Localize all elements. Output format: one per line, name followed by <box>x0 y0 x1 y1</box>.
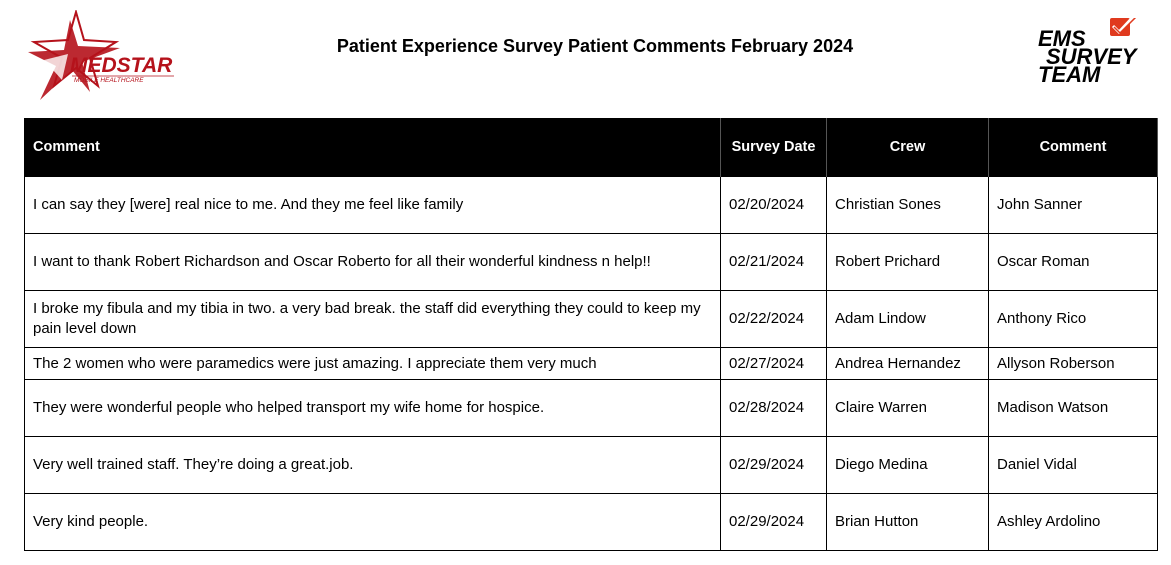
survey-date-cell: 02/29/2024 <box>721 437 827 494</box>
table-row <box>25 494 1158 551</box>
comment-cell: They were wonderful people who helped transport my wife home for hospice. <box>25 380 721 437</box>
crew-partner-cell: Madison Watson <box>989 380 1158 437</box>
ems-survey-team-logo <box>1034 18 1166 86</box>
crew-cell: Brian Hutton <box>827 494 989 551</box>
survey-word: SURVEY <box>1046 44 1137 69</box>
page-title: Patient Experience Survey Patient Comments February 2024 <box>336 36 854 56</box>
comment-cell: Very kind people. <box>25 494 721 551</box>
header-comment: Comment <box>25 118 721 177</box>
comment-cell: The 2 women who were paramedics were just amazing. I appreciate them very much <box>25 348 721 380</box>
header-survey-date: Survey Date <box>721 118 827 177</box>
header-comment-2: Comment <box>989 118 1158 177</box>
crew-partner-cell: John Sanner <box>989 177 1158 234</box>
survey-date-cell: 02/21/2024 <box>721 234 827 291</box>
comments-table <box>24 118 1158 551</box>
ems-word: EMS <box>1038 26 1086 51</box>
survey-date-cell: 02/28/2024 <box>721 380 827 437</box>
crew-cell: Andrea Hernandez <box>827 348 989 380</box>
crew-partner-cell: Daniel Vidal <box>989 437 1158 494</box>
crew-partner-cell: Allyson Roberson <box>989 348 1158 380</box>
medstar-logo <box>24 10 184 105</box>
comment-cell: Very well trained staff. They’re doing a great.job. <box>25 437 721 494</box>
crew-cell: Diego Medina <box>827 437 989 494</box>
crew-cell: Claire Warren <box>827 380 989 437</box>
survey-date-cell: 02/27/2024 <box>721 348 827 380</box>
crew-cell: Christian Sones <box>827 177 989 234</box>
table-row <box>25 291 1158 348</box>
crew-cell: Adam Lindow <box>827 291 989 348</box>
crew-partner-cell: Ashley Ardolino <box>989 494 1158 551</box>
survey-date-cell: 02/20/2024 <box>721 177 827 234</box>
medstar-wordmark: MEDSTAR <box>70 54 173 77</box>
table-row <box>25 348 1158 380</box>
comment-cell: I want to thank Robert Richardson and Oscar Roberto for all their wonderful kindness n help!! <box>25 234 721 291</box>
table-row <box>25 380 1158 437</box>
table-header-row <box>25 118 1158 177</box>
header-crew: Crew <box>827 118 989 177</box>
crew-partner-cell: Oscar Roman <box>989 234 1158 291</box>
table-row <box>25 234 1158 291</box>
survey-date-cell: 02/22/2024 <box>721 291 827 348</box>
comment-cell: I can say they [were] real nice to me. And they me feel like family <box>25 177 721 234</box>
survey-date-cell: 02/29/2024 <box>721 494 827 551</box>
table-row <box>25 437 1158 494</box>
crew-cell: Robert Prichard <box>827 234 989 291</box>
table-row <box>25 177 1158 234</box>
team-word: TEAM <box>1038 62 1101 86</box>
crew-partner-cell: Anthony Rico <box>989 291 1158 348</box>
comment-cell: I broke my fibula and my tibia in two. a very bad break. the staff did everything they could to keep my pain level down <box>25 291 721 348</box>
medstar-tagline: MOBILE HEALTHCARE <box>74 77 144 84</box>
